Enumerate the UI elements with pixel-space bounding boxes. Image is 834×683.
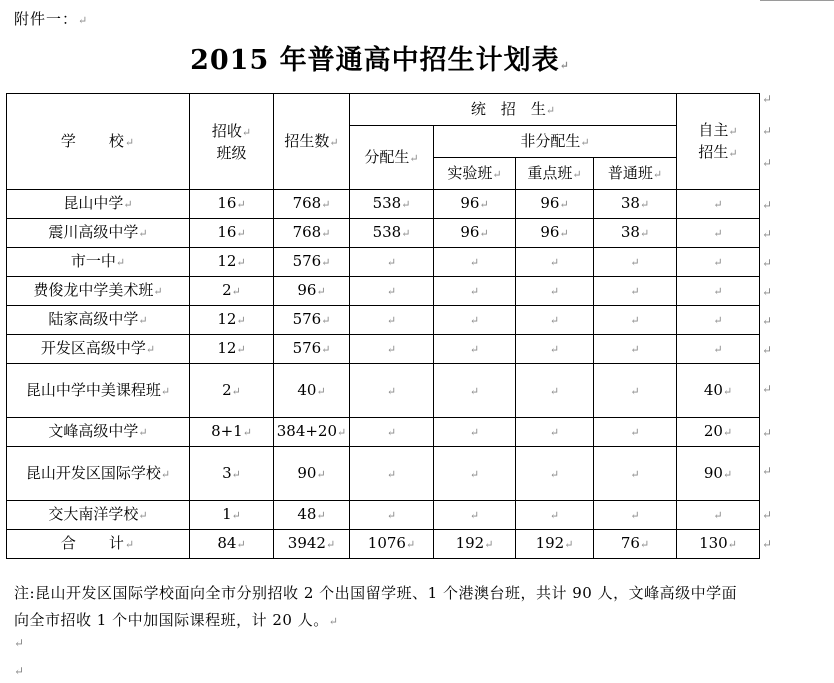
cell-value: 16 (217, 223, 237, 241)
cell-assigned (350, 277, 434, 306)
cell-assigned (350, 248, 434, 277)
cell-school (7, 501, 190, 530)
cell-key (516, 190, 594, 219)
cell-value: 合 计 (60, 534, 125, 552)
paragraph-mark: ↵ (713, 256, 723, 269)
cell-value: 768 (292, 223, 322, 241)
paragraph-mark: ↵ (236, 198, 246, 211)
paragraph-mark: ↵ (138, 509, 148, 522)
cell-experimental (434, 364, 516, 418)
cell-value: 昆山中学中美课程班 (25, 380, 161, 399)
cell-experimental (434, 530, 516, 559)
cell-value: 2 (222, 281, 232, 299)
paragraph-mark: ↵ (231, 467, 241, 481)
page-edge-line (760, 0, 834, 1)
cell-regular (594, 501, 677, 530)
cell-value: 90 (703, 463, 723, 482)
cell-self (677, 219, 760, 248)
cell-assigned (350, 447, 434, 501)
cell-value: 文峰高级中学 (48, 422, 139, 440)
cell-value: 8+1 (211, 422, 243, 440)
paragraph-mark: ↵ (231, 285, 241, 298)
cell-school (7, 277, 190, 306)
cell-classes (190, 219, 274, 248)
cell-value: 192 (535, 534, 565, 552)
paragraph-mark: ↵ (469, 509, 480, 522)
paragraph-mark: ↵ (124, 538, 136, 551)
empty-paragraph-mark: ↵ (14, 664, 25, 678)
cell-value: 538 (372, 223, 402, 241)
cell-regular (594, 530, 677, 559)
cell-enroll (274, 530, 350, 559)
table-row (7, 364, 760, 418)
paragraph-mark: ↵ (469, 314, 480, 327)
cell-value: 40 (703, 380, 723, 399)
header-non-assigned: 非分配生↵ (434, 126, 677, 158)
paragraph-mark: ↵ (630, 426, 640, 439)
cell-value: 84 (217, 534, 237, 552)
paragraph-mark: ↵ (484, 538, 494, 551)
cell-value: 76 (620, 534, 640, 552)
header-experimental: 实验班↵ (434, 158, 516, 190)
paragraph-mark: ↵ (630, 256, 640, 269)
paragraph-mark: ↵ (469, 285, 480, 298)
cell-enroll (274, 306, 350, 335)
paragraph-mark: ↵ (236, 256, 246, 269)
paragraph-mark: ↵ (549, 384, 560, 398)
cell-key (516, 501, 594, 530)
paragraph-mark: ↵ (630, 343, 640, 356)
cell-assigned (350, 364, 434, 418)
cell-value: 12 (217, 339, 237, 357)
paragraph-mark: ↵ (386, 384, 397, 398)
paragraph-mark: ↵ (236, 538, 246, 551)
header-unified: 统 招 生↵ (350, 94, 677, 126)
paragraph-mark: ↵ (639, 227, 650, 240)
cell-value: 38 (620, 223, 640, 241)
cell-enroll (274, 190, 350, 219)
paragraph-mark: ↵ (559, 198, 569, 211)
cell-value: 40 (297, 380, 317, 399)
cell-self (677, 248, 760, 277)
cell-enroll (274, 501, 350, 530)
paragraph-mark: ↵ (386, 343, 397, 356)
cell-school (7, 248, 190, 277)
paragraph-mark: ↵ (321, 256, 331, 269)
header-regular: 普通班↵ (594, 158, 677, 190)
cell-self (677, 364, 760, 418)
paragraph-mark: ↵ (469, 256, 480, 269)
cell-classes (190, 447, 274, 501)
cell-value: 昆山中学 (63, 194, 124, 212)
paragraph-mark: ↵ (630, 314, 640, 327)
cell-regular (594, 418, 677, 447)
paragraph-mark: ↵ (549, 285, 560, 298)
paragraph-mark: ↵ (469, 467, 480, 481)
cell-regular (594, 335, 677, 364)
paragraph-mark: ↵ (639, 198, 650, 211)
cell-regular (594, 447, 677, 501)
cell-classes (190, 248, 274, 277)
cell-classes (190, 418, 274, 447)
cell-classes (190, 335, 274, 364)
total-row (7, 530, 760, 559)
cell-school (7, 447, 190, 501)
paragraph-mark: ↵ (316, 509, 326, 522)
header-assigned: 分配生↵ (350, 126, 434, 190)
cell-key (516, 447, 594, 501)
paragraph-mark: ↵ (713, 227, 723, 240)
cell-experimental (434, 306, 516, 335)
cell-value: 开发区高级中学 (40, 339, 146, 357)
cell-school (7, 190, 190, 219)
cell-enroll (274, 447, 350, 501)
paragraph-mark: ↵ (559, 227, 569, 240)
cell-classes (190, 530, 274, 559)
cell-assigned (350, 418, 434, 447)
header-school: 学 校↵ (7, 94, 190, 190)
cell-self (677, 447, 760, 501)
cell-value: 20 (703, 422, 723, 440)
paragraph-mark: ↵ (630, 285, 640, 298)
page-title: 2015 年普通高中招生计划表↵ (190, 45, 570, 76)
cell-school (7, 306, 190, 335)
paragraph-mark: ↵ (160, 384, 171, 398)
paragraph-mark: ↵ (713, 285, 723, 298)
cell-key (516, 335, 594, 364)
cell-value: 538 (372, 194, 402, 212)
paragraph-mark: ↵ (236, 314, 246, 327)
paragraph-mark: ↵ (123, 198, 133, 211)
paragraph-mark: ↵ (153, 285, 163, 298)
empty-paragraph-mark: ↵ (14, 636, 25, 650)
cell-value: 576 (292, 310, 322, 328)
cell-assigned (350, 501, 434, 530)
paragraph-mark: ↵ (469, 426, 480, 439)
cell-key (516, 418, 594, 447)
header-enroll: 招生数↵ (274, 94, 350, 190)
paragraph-mark: ↵ (630, 467, 640, 481)
paragraph-mark: ↵ (713, 314, 723, 327)
paragraph-mark: ↵ (325, 538, 336, 551)
cell-value: 3942 (287, 534, 326, 552)
paragraph-mark: ↵ (549, 467, 560, 481)
cell-value: 192 (455, 534, 485, 552)
paragraph-mark: ↵ (713, 198, 723, 211)
paragraph-mark: ↵ (138, 314, 148, 327)
cell-regular (594, 248, 677, 277)
cell-value: 38 (620, 194, 640, 212)
paragraph-mark: ↵ (145, 343, 156, 356)
cell-key (516, 530, 594, 559)
cell-enroll (274, 418, 350, 447)
paragraph-mark: ↵ (549, 343, 560, 356)
cell-assigned (350, 530, 434, 559)
cell-value: 576 (292, 339, 322, 357)
paragraph-mark: ↵ (236, 227, 246, 240)
paragraph-mark: ↵ (469, 343, 480, 356)
paragraph-mark: ↵ (722, 384, 733, 398)
cell-value: 576 (292, 252, 322, 270)
cell-value: 130 (699, 534, 728, 552)
paragraph-mark: ↵ (639, 538, 650, 551)
table-row (7, 335, 760, 364)
cell-experimental (434, 277, 516, 306)
table-row (7, 248, 760, 277)
cell-school (7, 364, 190, 418)
paragraph-mark: ↵ (138, 426, 148, 439)
attachment-label: 附件一：↵ (14, 10, 89, 28)
paragraph-mark: ↵ (727, 538, 737, 551)
cell-value: 2 (222, 380, 232, 399)
paragraph-mark: ↵ (479, 198, 489, 211)
cell-experimental (434, 190, 516, 219)
cell-value: 96 (540, 223, 560, 241)
table-row (7, 306, 760, 335)
paragraph-mark: ↵ (479, 227, 489, 240)
cell-school (7, 418, 190, 447)
paragraph-mark: ↵ (386, 314, 397, 327)
cell-self (677, 190, 760, 219)
paragraph-mark: ↵ (549, 426, 560, 439)
paragraph-mark: ↵ (316, 285, 326, 298)
header-row-1 (7, 94, 760, 126)
cell-enroll (274, 248, 350, 277)
paragraph-mark: ↵ (316, 467, 326, 481)
cell-value: 陆家高级中学 (48, 310, 139, 328)
cell-experimental (434, 501, 516, 530)
cell-experimental (434, 447, 516, 501)
cell-enroll (274, 219, 350, 248)
paragraph-mark: ↵ (549, 509, 560, 522)
paragraph-mark: ↵ (630, 509, 640, 522)
header-classes: 招收↵ 班级 (190, 94, 274, 190)
paragraph-mark: ↵ (401, 198, 411, 211)
paragraph-mark: ↵ (231, 384, 241, 398)
header-self: 自主↵ 招生↵ (677, 94, 760, 190)
cell-key (516, 277, 594, 306)
cell-value: 震川高级中学 (48, 223, 139, 241)
paragraph-mark: ↵ (160, 467, 171, 481)
cell-self (677, 335, 760, 364)
paragraph-mark: ↵ (138, 227, 148, 240)
paragraph-mark: ↵ (386, 256, 397, 269)
paragraph-mark: ↵ (386, 509, 397, 522)
cell-value: 384+20 (276, 422, 338, 440)
cell-experimental (434, 219, 516, 248)
header-key: 重点班↵ (516, 158, 594, 190)
cell-value: 12 (217, 310, 237, 328)
paragraph-mark: ↵ (386, 467, 397, 481)
paragraph-mark: ↵ (321, 198, 331, 211)
paragraph-mark: ↵ (564, 538, 574, 551)
cell-key (516, 248, 594, 277)
cell-value: 48 (297, 505, 317, 523)
cell-value: 90 (297, 463, 317, 482)
cell-assigned (350, 335, 434, 364)
paragraph-mark: ↵ (469, 384, 480, 398)
cell-experimental (434, 335, 516, 364)
paragraph-mark: ↵ (549, 314, 560, 327)
cell-regular (594, 306, 677, 335)
cell-classes (190, 306, 274, 335)
cell-key (516, 306, 594, 335)
cell-self (677, 530, 760, 559)
paragraph-mark: ↵ (386, 285, 397, 298)
cell-self (677, 306, 760, 335)
cell-school (7, 335, 190, 364)
cell-value: 16 (217, 194, 237, 212)
cell-classes (190, 277, 274, 306)
cell-enroll (274, 364, 350, 418)
paragraph-mark: ↵ (236, 343, 246, 356)
cell-value: 市一中 (70, 252, 116, 270)
cell-regular (594, 364, 677, 418)
cell-regular (594, 190, 677, 219)
cell-assigned (350, 190, 434, 219)
cell-school (7, 219, 190, 248)
cell-experimental (434, 248, 516, 277)
table-row (7, 277, 760, 306)
cell-value: 768 (292, 194, 322, 212)
paragraph-mark: ↵ (713, 343, 723, 356)
paragraph-mark: ↵ (337, 426, 347, 439)
table-row (7, 501, 760, 530)
cell-value: 12 (217, 252, 237, 270)
paragraph-mark: ↵ (405, 538, 416, 551)
cell-value: 96 (297, 281, 317, 299)
cell-classes (190, 190, 274, 219)
cell-assigned (350, 306, 434, 335)
cell-self (677, 501, 760, 530)
table-row (7, 418, 760, 447)
paragraph-mark: ↵ (231, 509, 241, 522)
cell-enroll (274, 335, 350, 364)
paragraph-mark: ↵ (242, 426, 252, 439)
paragraph-mark: ↵ (115, 256, 126, 269)
cell-assigned (350, 219, 434, 248)
cell-self (677, 277, 760, 306)
cell-value: 96 (460, 194, 480, 212)
paragraph-mark: ↵ (316, 384, 326, 398)
cell-experimental (434, 418, 516, 447)
cell-key (516, 219, 594, 248)
cell-regular (594, 219, 677, 248)
paragraph-mark: ↵ (722, 467, 733, 481)
paragraph-mark: ↵ (713, 509, 723, 522)
cell-enroll (274, 277, 350, 306)
cell-school (7, 530, 190, 559)
cell-value: 96 (540, 194, 560, 212)
cell-value: 昆山开发区国际学校 (25, 463, 161, 482)
cell-value: 1076 (367, 534, 406, 552)
paragraph-mark: ↵ (549, 256, 560, 269)
paragraph-mark: ↵ (401, 227, 411, 240)
cell-key (516, 364, 594, 418)
paragraph-mark: ↵ (321, 343, 331, 356)
cell-classes (190, 501, 274, 530)
cell-value: 96 (460, 223, 480, 241)
cell-classes (190, 364, 274, 418)
paragraph-mark: ↵ (386, 426, 397, 439)
paragraph-mark: ↵ (321, 314, 331, 327)
cell-value: 交大南洋学校 (48, 505, 139, 523)
table-row (7, 219, 760, 248)
cell-regular (594, 277, 677, 306)
cell-value: 费俊龙中学美术班 (33, 281, 154, 299)
cell-value: 1 (222, 505, 232, 523)
table-row (7, 190, 760, 219)
paragraph-mark: ↵ (321, 227, 331, 240)
paragraph-mark: ↵ (722, 426, 733, 439)
cell-self (677, 418, 760, 447)
paragraph-mark: ↵ (630, 384, 640, 398)
cell-value: 3 (222, 463, 232, 482)
footnote: 注:昆山开发区国际学校面向全市分别招收 2 个出国留学班、1 个港澳台班，共计 90 人，文峰高级中学面向全市招收 1 个中加国际课程班，计 20 人。↵ (14, 584, 738, 629)
enrollment-plan-table (6, 93, 760, 559)
table-row (7, 447, 760, 501)
